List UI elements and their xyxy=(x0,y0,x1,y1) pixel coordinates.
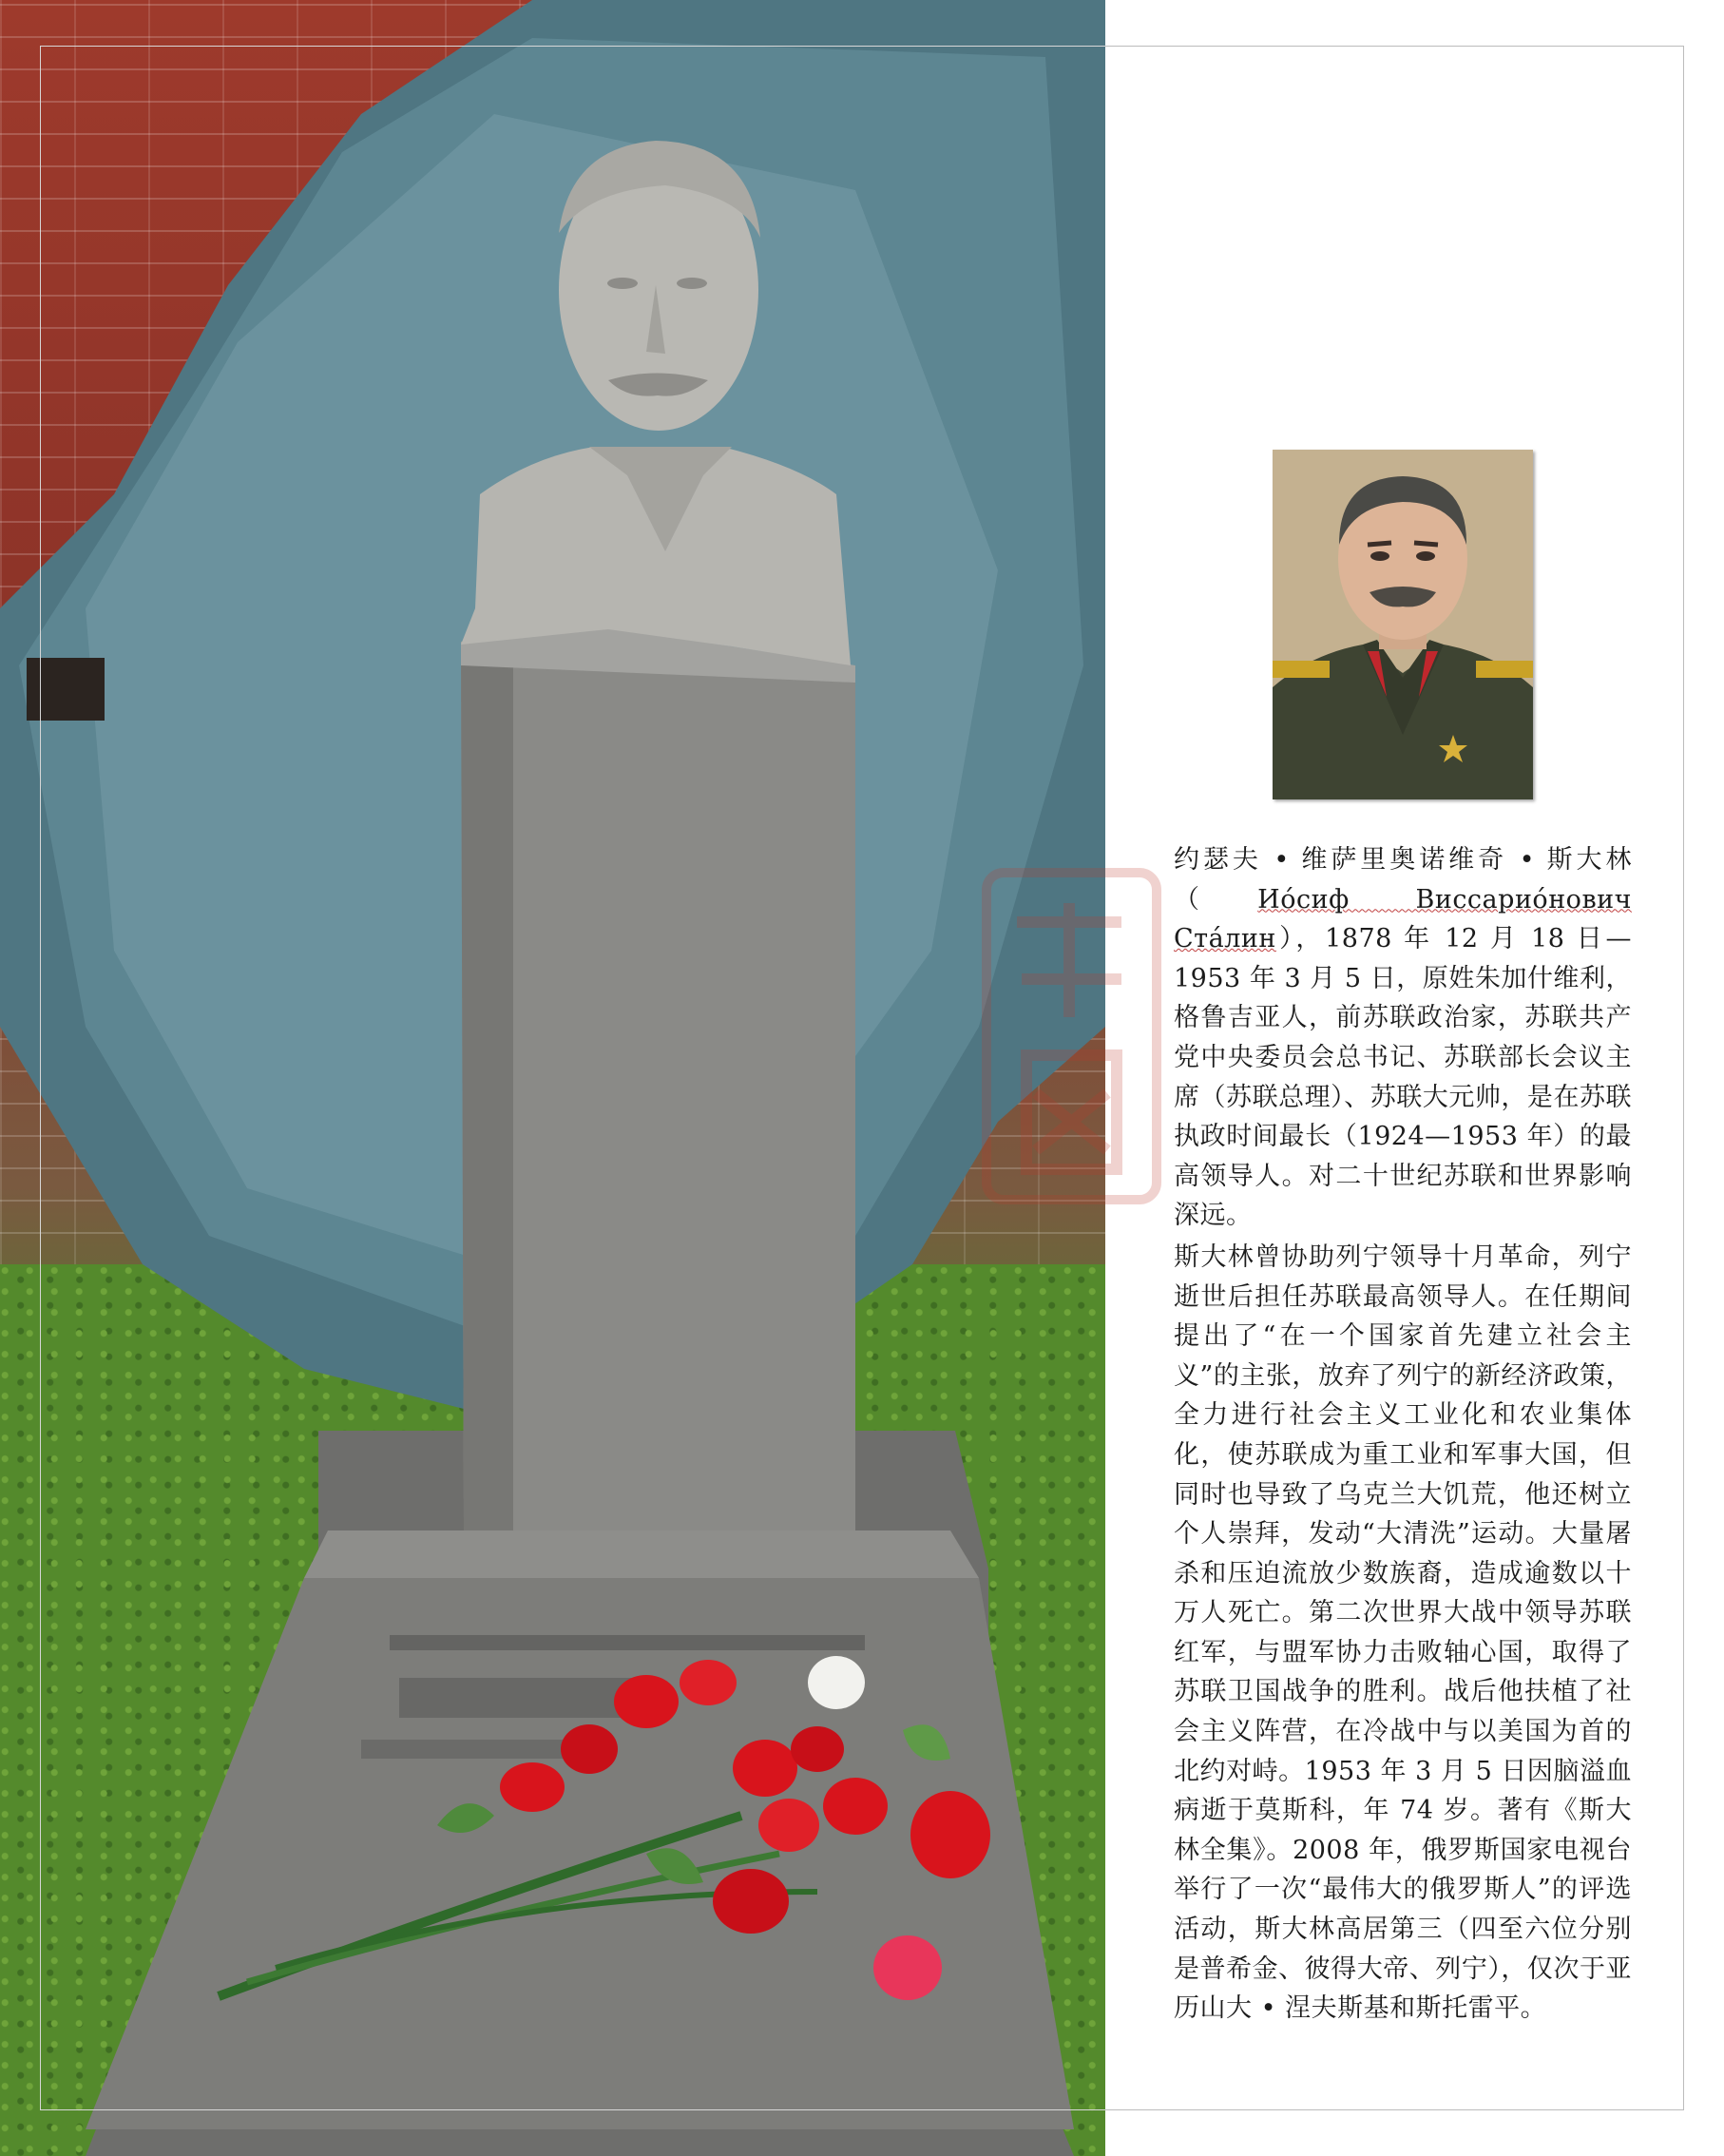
name-open-paren: （ xyxy=(1174,884,1258,914)
photo-frame-line xyxy=(40,46,1106,2110)
name-chinese: 约瑟夫 • 维萨里奥诺维奇 • 斯大林 xyxy=(1174,845,1632,875)
seal-watermark xyxy=(979,865,1164,1207)
stalin-portrait xyxy=(1273,450,1533,799)
name-russian: Ио́сиф Виссарио́нович Ста́лин xyxy=(1174,884,1632,954)
biography-text xyxy=(1174,840,1632,2029)
bio-paragraph-1-body: ），1878 年 12 月 18 日—1953 年 3 月 5 日，原姓朱加什维利，格鲁吉亚人，前苏联政治家，苏联共产党中央委员会总书记、苏联部长会议主席（苏联总理）、苏联大元帅，是在苏联执政时间最长（1924—1953 年）的最高领导人。对二十世纪苏联和世界影响深远。 xyxy=(1174,924,1632,1231)
portrait-image xyxy=(1273,450,1533,799)
bio-paragraph-1 xyxy=(1174,840,1632,1236)
bio-paragraph-2: 斯大林曾协助列宁领导十月革命，列宁逝世后担任苏联最高领导人。在任期间提出了“在一个国家首先建立社会主义”的主张，放弃了列宁的新经济政策，全力进行社会主义工业化和农业集体化，使苏联成为重工业和军事大国，但同时也导致了乌克兰大饥荒，他还树立个人崇拜，发动“大清洗”运动。大量屠杀和压迫流放少数族裔，造成逾数以十万人死亡。第二次世界大战中领导苏联红军，与盟军协力击败轴心国，取得了苏联卫国战争的胜利。战后他扶植了社会主义阵营，在冷战中与以美国为首的北约对峙。1953 年 3 月 5 日因脑溢血病逝于莫斯科，年 74 岁。著有《斯大林全集》。2008 年，俄罗斯国家电视台举行了一次“最伟大的俄罗斯人”的评选活动，斯大林高居第三（四至六位分别是普希金、彼得大帝、列宁），仅次于亚历山大 • 涅夫斯基和斯托雷平。 xyxy=(1174,1242,1632,2024)
